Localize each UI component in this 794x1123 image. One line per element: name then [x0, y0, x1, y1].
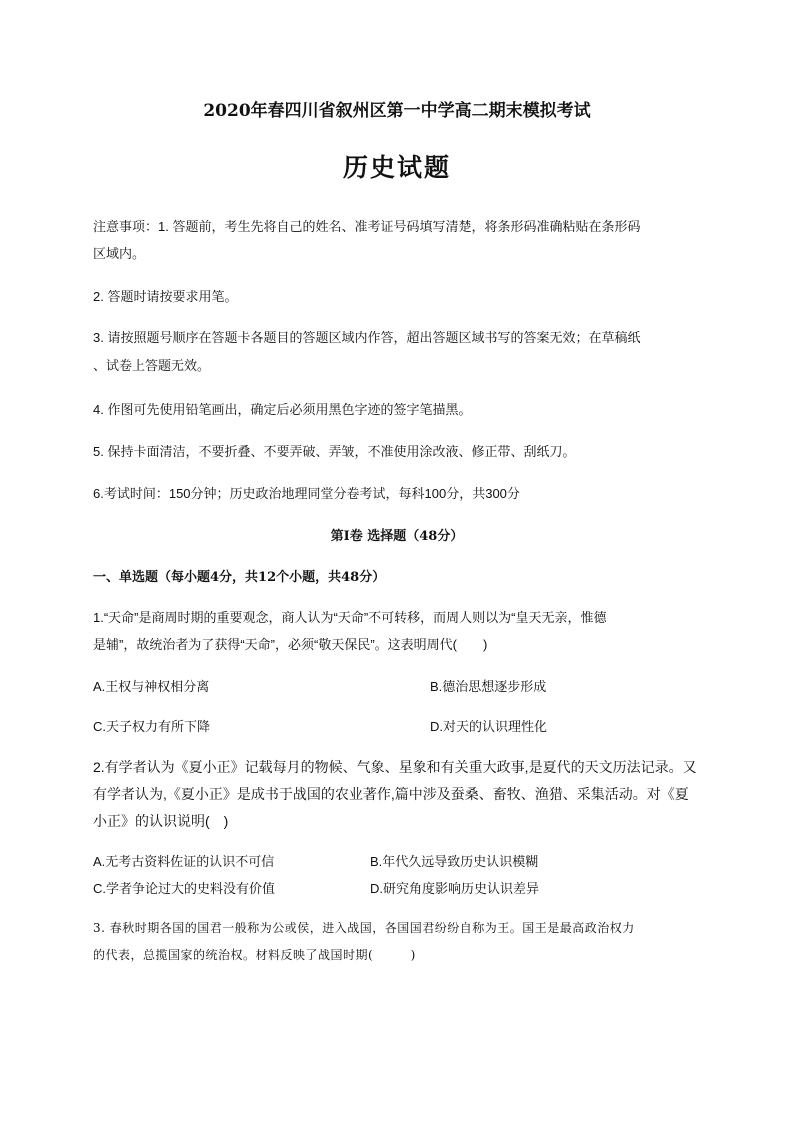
- question-1-option-c: C.天子权力有所下降: [93, 719, 211, 734]
- question-2-option-d: D.研究角度影响历史认识差异: [370, 881, 540, 896]
- question-2-stem-line-1: 2.有学者认为《夏小正》记载每月的物候、气象、星象和有关重大政事,是夏代的天文历法记录。又: [93, 759, 697, 775]
- note-item-5: 5. 保持卡面清洁，不要折叠、不要弄破、弄皱，不准使用涂改液、修正带、刮纸刀。: [93, 444, 576, 459]
- note-item-4: 4. 作图可先使用铅笔画出，确定后必须用黑色字迹的签字笔描黑。: [93, 402, 472, 417]
- question-1-stem-line-2: 是辅”，故统治者为了获得“天命”，必须“敬天保民”。这表明周代( ): [93, 637, 488, 652]
- question-1-option-b: B.德治思想逐步形成: [430, 679, 547, 694]
- note-line-1: 注意事项：1. 答题前，考生先将自己的姓名、准考证号码填写清楚，将条形码准确粘贴在条形码: [93, 219, 641, 234]
- section-title: 第Ⅰ卷 选择题（48分）: [330, 529, 464, 544]
- question-2-option-c: C.学者争论过大的史料没有价值: [93, 881, 276, 896]
- question-2-option-a: A.无考古资料佐证的认识不可信: [93, 854, 275, 869]
- note-item-3b: 、试卷上答题无效。: [93, 358, 211, 373]
- question-2-stem-line-3: 小正》的认识说明( ): [93, 813, 229, 829]
- question-3-stem-line-1: 3. 春秋时期各国的国君一般称为公或侯，进入战国，各国国君纷纷自称为王。国王是最高政治权力: [93, 921, 635, 935]
- question-1-option-a: A.王权与神权相分离: [93, 679, 210, 694]
- question-2-stem-line-2: 有学者认为,《夏小正》是成书于战国的农业著作,篇中涉及蚕桑、畜牧、渔猎、采集活动。对《夏: [93, 786, 689, 802]
- note-line-1b: 区域内。: [93, 246, 146, 261]
- note-item-6: 6.考试时间：150分钟；历史政治地理同堂分卷考试，每科100分，共300分: [93, 486, 520, 501]
- question-3-stem-line-2: 的代表，总揽国家的统治权。材料反映了战国时期( ): [93, 948, 416, 962]
- note-item-2: 2. 答题时请按要求用笔。: [93, 289, 238, 304]
- question-2-option-b: B.年代久远导致历史认识模糊: [370, 854, 539, 869]
- section-heading: 一、单选题（每小题4分，共12个小题，共48分）: [93, 570, 386, 585]
- question-1-option-d: D.对天的认识理性化: [430, 719, 548, 734]
- question-1-stem-line-1: 1.“天命”是商周时期的重要观念，商人认为“天命”不可转移，而周人则以为“皇天无亲，惟德: [93, 610, 607, 625]
- note-item-3a: 3. 请按照题号顺序在答题卡各题目的答题区域内作答，超出答题区域书写的答案无效；在草稿纸: [93, 330, 641, 345]
- subject-title: 历史试题: [342, 153, 451, 182]
- exam-title: 2020年春四川省叙州区第一中学高二期末模拟考试: [203, 101, 591, 121]
